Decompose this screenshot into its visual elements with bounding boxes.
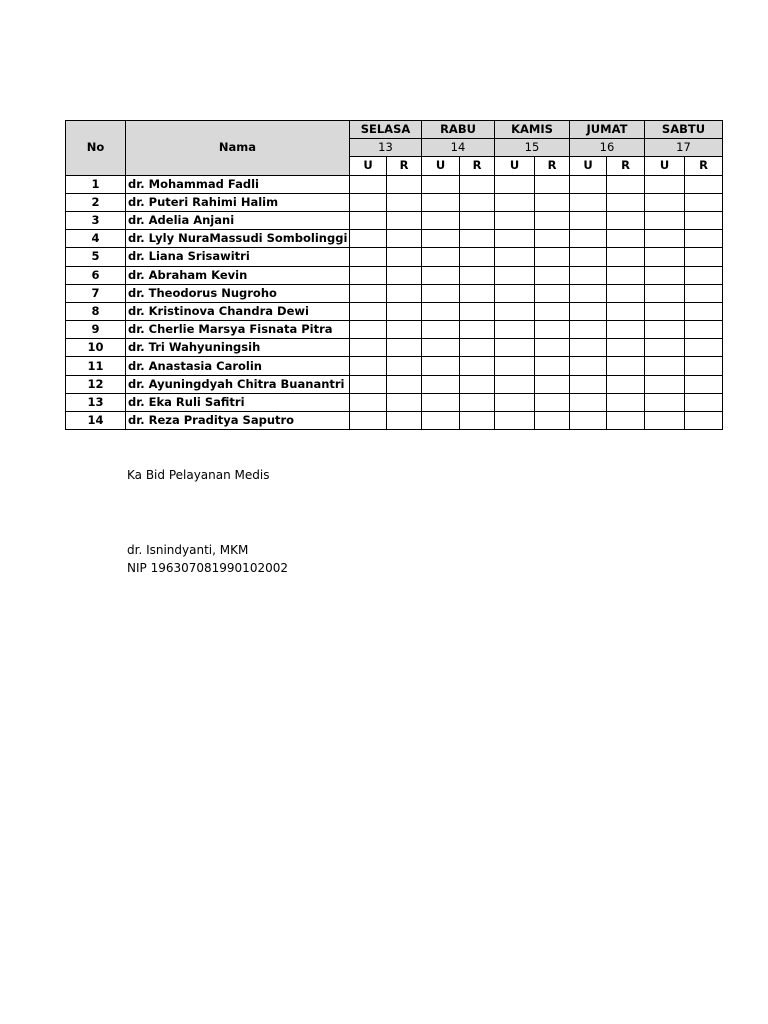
schedule-cell[interactable]	[685, 393, 723, 411]
schedule-cell[interactable]	[535, 211, 570, 229]
schedule-cell[interactable]	[387, 193, 422, 211]
schedule-cell[interactable]	[645, 339, 685, 357]
schedule-cell[interactable]	[350, 284, 387, 302]
schedule-cell[interactable]	[460, 412, 495, 430]
schedule-cell[interactable]	[607, 284, 645, 302]
schedule-cell[interactable]	[535, 357, 570, 375]
schedule-cell[interactable]	[645, 211, 685, 229]
schedule-cell[interactable]	[387, 211, 422, 229]
schedule-cell[interactable]	[350, 175, 387, 193]
schedule-cell[interactable]	[387, 302, 422, 320]
schedule-cell[interactable]	[570, 339, 607, 357]
schedule-cell[interactable]	[387, 339, 422, 357]
schedule-cell[interactable]	[460, 302, 495, 320]
doctor-name: dr. Anastasia Carolin	[126, 357, 350, 375]
row-number: 1	[66, 175, 126, 193]
header-day: RABU	[422, 121, 495, 139]
doctor-name: dr. Reza Praditya Saputro	[126, 412, 350, 430]
schedule-cell[interactable]	[685, 175, 723, 193]
schedule-cell[interactable]	[570, 266, 607, 284]
schedule-cell[interactable]	[685, 375, 723, 393]
schedule-cell[interactable]	[645, 321, 685, 339]
schedule-cell[interactable]	[495, 193, 535, 211]
doctor-name: dr. Lyly NuraMassudi Sombolinggi	[126, 230, 350, 248]
schedule-cell[interactable]	[535, 175, 570, 193]
header-row-days	[66, 121, 723, 139]
row-number: 3	[66, 211, 126, 229]
schedule-cell[interactable]	[685, 284, 723, 302]
schedule-cell[interactable]	[387, 175, 422, 193]
schedule-cell[interactable]	[570, 375, 607, 393]
schedule-cell[interactable]	[535, 248, 570, 266]
schedule-cell[interactable]	[495, 175, 535, 193]
row-number: 6	[66, 266, 126, 284]
schedule-table	[65, 120, 723, 430]
schedule-cell[interactable]	[460, 193, 495, 211]
schedule-cell[interactable]	[350, 393, 387, 411]
doctor-name: dr. Theodorus Nugroho	[126, 284, 350, 302]
schedule-cell[interactable]	[350, 412, 387, 430]
schedule-cell[interactable]	[685, 230, 723, 248]
header-date: 17	[645, 139, 723, 157]
table-row	[66, 266, 723, 284]
table-row	[66, 339, 723, 357]
schedule-cell[interactable]	[535, 193, 570, 211]
schedule-cell[interactable]	[685, 266, 723, 284]
signature-title: Ka Bid Pelayanan Medis	[127, 468, 270, 482]
row-number: 11	[66, 357, 126, 375]
row-number: 8	[66, 302, 126, 320]
schedule-cell[interactable]	[570, 393, 607, 411]
schedule-cell[interactable]	[495, 321, 535, 339]
row-number: 4	[66, 230, 126, 248]
schedule-cell[interactable]	[460, 393, 495, 411]
schedule-cell[interactable]	[535, 375, 570, 393]
signature-nip: NIP 196307081990102002	[127, 561, 288, 575]
schedule-cell[interactable]	[495, 412, 535, 430]
schedule-cell[interactable]	[570, 248, 607, 266]
schedule-cell[interactable]	[570, 175, 607, 193]
schedule-cell[interactable]	[387, 357, 422, 375]
doctor-name: dr. Abraham Kevin	[126, 266, 350, 284]
header-shift: R	[685, 157, 723, 175]
schedule-cell[interactable]	[535, 339, 570, 357]
schedule-cell[interactable]	[607, 175, 645, 193]
header-date: 14	[422, 139, 495, 157]
doctor-name: dr. Puteri Rahimi Halim	[126, 193, 350, 211]
schedule-cell[interactable]	[570, 357, 607, 375]
schedule-cell[interactable]	[387, 230, 422, 248]
header-shift: U	[645, 157, 685, 175]
row-number: 10	[66, 339, 126, 357]
schedule-cell[interactable]	[350, 230, 387, 248]
doctor-name: dr. Adelia Anjani	[126, 211, 350, 229]
schedule-cell[interactable]	[570, 321, 607, 339]
schedule-cell[interactable]	[460, 321, 495, 339]
schedule-cell[interactable]	[495, 284, 535, 302]
schedule-cell[interactable]	[350, 248, 387, 266]
doctor-name: dr. Mohammad Fadli	[126, 175, 350, 193]
table-row	[66, 302, 723, 320]
schedule-cell[interactable]	[607, 248, 645, 266]
schedule-cell[interactable]	[645, 375, 685, 393]
schedule-cell[interactable]	[607, 266, 645, 284]
header-date: 13	[350, 139, 422, 157]
schedule-cell[interactable]	[350, 321, 387, 339]
schedule-cell[interactable]	[422, 284, 460, 302]
table-row	[66, 412, 723, 430]
schedule-cell[interactable]	[387, 284, 422, 302]
row-number: 5	[66, 248, 126, 266]
header-shift: R	[535, 157, 570, 175]
header-shift: R	[387, 157, 422, 175]
table-row	[66, 248, 723, 266]
schedule-cell[interactable]	[422, 302, 460, 320]
schedule-cell[interactable]	[350, 357, 387, 375]
schedule-cell[interactable]	[350, 266, 387, 284]
schedule-cell[interactable]	[495, 211, 535, 229]
schedule-cell[interactable]	[460, 230, 495, 248]
schedule-cell[interactable]	[607, 357, 645, 375]
schedule-cell[interactable]	[387, 248, 422, 266]
table-row	[66, 193, 723, 211]
table-row	[66, 393, 723, 411]
schedule-cell[interactable]	[460, 339, 495, 357]
schedule-cell[interactable]	[422, 193, 460, 211]
row-number: 13	[66, 393, 126, 411]
schedule-cell[interactable]	[607, 393, 645, 411]
row-number: 2	[66, 193, 126, 211]
doctor-name: dr. Liana Srisawitri	[126, 248, 350, 266]
doctor-name: dr. Eka Ruli Safitri	[126, 393, 350, 411]
schedule-cell[interactable]	[422, 248, 460, 266]
header-day: JUMAT	[570, 121, 645, 139]
schedule-cell[interactable]	[387, 393, 422, 411]
schedule-cell[interactable]	[645, 357, 685, 375]
row-number: 9	[66, 321, 126, 339]
schedule-cell[interactable]	[422, 211, 460, 229]
schedule-cell[interactable]	[535, 230, 570, 248]
schedule-cell[interactable]	[645, 266, 685, 284]
schedule-cell[interactable]	[350, 302, 387, 320]
schedule-cell[interactable]	[685, 321, 723, 339]
schedule-cell[interactable]	[685, 193, 723, 211]
schedule-cell[interactable]	[607, 412, 645, 430]
schedule-cell[interactable]	[607, 302, 645, 320]
schedule-cell[interactable]	[570, 302, 607, 320]
header-shift: R	[607, 157, 645, 175]
schedule-cell[interactable]	[607, 339, 645, 357]
table-row	[66, 211, 723, 229]
header-shift: U	[495, 157, 535, 175]
schedule-cell[interactable]	[387, 375, 422, 393]
header-no: No	[66, 121, 126, 176]
schedule-cell[interactable]	[422, 266, 460, 284]
schedule-cell[interactable]	[570, 412, 607, 430]
schedule-cell[interactable]	[685, 357, 723, 375]
schedule-cell[interactable]	[685, 211, 723, 229]
doctor-name: dr. Ayuningdyah Chitra Buanantri	[126, 375, 350, 393]
header-day: KAMIS	[495, 121, 570, 139]
schedule-cell[interactable]	[570, 230, 607, 248]
schedule-cell[interactable]	[422, 375, 460, 393]
schedule-cell[interactable]	[350, 193, 387, 211]
schedule-cell[interactable]	[460, 211, 495, 229]
schedule-cell[interactable]	[570, 211, 607, 229]
header-shift: U	[570, 157, 607, 175]
schedule-cell[interactable]	[535, 302, 570, 320]
table-row	[66, 357, 723, 375]
schedule-cell[interactable]	[535, 412, 570, 430]
header-name: Nama	[126, 121, 350, 176]
signature-block	[127, 466, 288, 577]
schedule-cell[interactable]	[460, 266, 495, 284]
table-row	[66, 375, 723, 393]
schedule-cell[interactable]	[495, 357, 535, 375]
schedule-cell[interactable]	[607, 230, 645, 248]
header-day: SABTU	[645, 121, 723, 139]
schedule-cell[interactable]	[460, 175, 495, 193]
schedule-sheet	[65, 120, 725, 431]
doctor-name: dr. Tri Wahyuningsih	[126, 339, 350, 357]
schedule-cell[interactable]	[570, 284, 607, 302]
row-number: 12	[66, 375, 126, 393]
table-row	[66, 175, 723, 193]
table-row	[66, 230, 723, 248]
schedule-cell[interactable]	[387, 321, 422, 339]
signature-name: dr. Isnindyanti, MKM	[127, 543, 249, 557]
schedule-cell[interactable]	[495, 375, 535, 393]
schedule-cell[interactable]	[645, 412, 685, 430]
schedule-cell[interactable]	[685, 412, 723, 430]
schedule-cell[interactable]	[422, 175, 460, 193]
schedule-cell[interactable]	[535, 284, 570, 302]
header-day: SELASA	[350, 121, 422, 139]
schedule-cell[interactable]	[422, 230, 460, 248]
schedule-cell[interactable]	[535, 321, 570, 339]
schedule-cell[interactable]	[350, 339, 387, 357]
schedule-cell[interactable]	[495, 393, 535, 411]
schedule-cell[interactable]	[422, 357, 460, 375]
schedule-cell[interactable]	[645, 248, 685, 266]
schedule-cell[interactable]	[350, 375, 387, 393]
schedule-cell[interactable]	[645, 175, 685, 193]
schedule-cell[interactable]	[387, 412, 422, 430]
schedule-cell[interactable]	[607, 321, 645, 339]
header-date: 15	[495, 139, 570, 157]
schedule-cell[interactable]	[685, 302, 723, 320]
schedule-cell[interactable]	[422, 412, 460, 430]
schedule-cell[interactable]	[495, 230, 535, 248]
schedule-cell[interactable]	[460, 248, 495, 266]
schedule-cell[interactable]	[422, 393, 460, 411]
schedule-cell[interactable]	[422, 339, 460, 357]
schedule-cell[interactable]	[607, 193, 645, 211]
row-number: 14	[66, 412, 126, 430]
schedule-cell[interactable]	[685, 248, 723, 266]
schedule-cell[interactable]	[495, 339, 535, 357]
schedule-cell[interactable]	[387, 266, 422, 284]
schedule-cell[interactable]	[495, 266, 535, 284]
table-row	[66, 284, 723, 302]
row-number: 7	[66, 284, 126, 302]
schedule-cell[interactable]	[645, 193, 685, 211]
schedule-cell[interactable]	[495, 248, 535, 266]
header-shift: U	[422, 157, 460, 175]
schedule-cell[interactable]	[495, 302, 535, 320]
table-row	[66, 321, 723, 339]
schedule-cell[interactable]	[645, 393, 685, 411]
header-date: 16	[570, 139, 645, 157]
schedule-cell[interactable]	[460, 357, 495, 375]
schedule-cell[interactable]	[570, 193, 607, 211]
header-shift: U	[350, 157, 387, 175]
header-shift: R	[460, 157, 495, 175]
schedule-cell[interactable]	[460, 375, 495, 393]
schedule-cell[interactable]	[350, 211, 387, 229]
doctor-name: dr. Kristinova Chandra Dewi	[126, 302, 350, 320]
schedule-cell[interactable]	[645, 230, 685, 248]
schedule-cell[interactable]	[645, 284, 685, 302]
schedule-cell[interactable]	[607, 211, 645, 229]
schedule-cell[interactable]	[685, 339, 723, 357]
schedule-cell[interactable]	[460, 284, 495, 302]
schedule-cell[interactable]	[645, 302, 685, 320]
doctor-name: dr. Cherlie Marsya Fisnata Pitra	[126, 321, 350, 339]
schedule-cell[interactable]	[422, 321, 460, 339]
schedule-cell[interactable]	[535, 266, 570, 284]
schedule-cell[interactable]	[607, 375, 645, 393]
schedule-cell[interactable]	[535, 393, 570, 411]
